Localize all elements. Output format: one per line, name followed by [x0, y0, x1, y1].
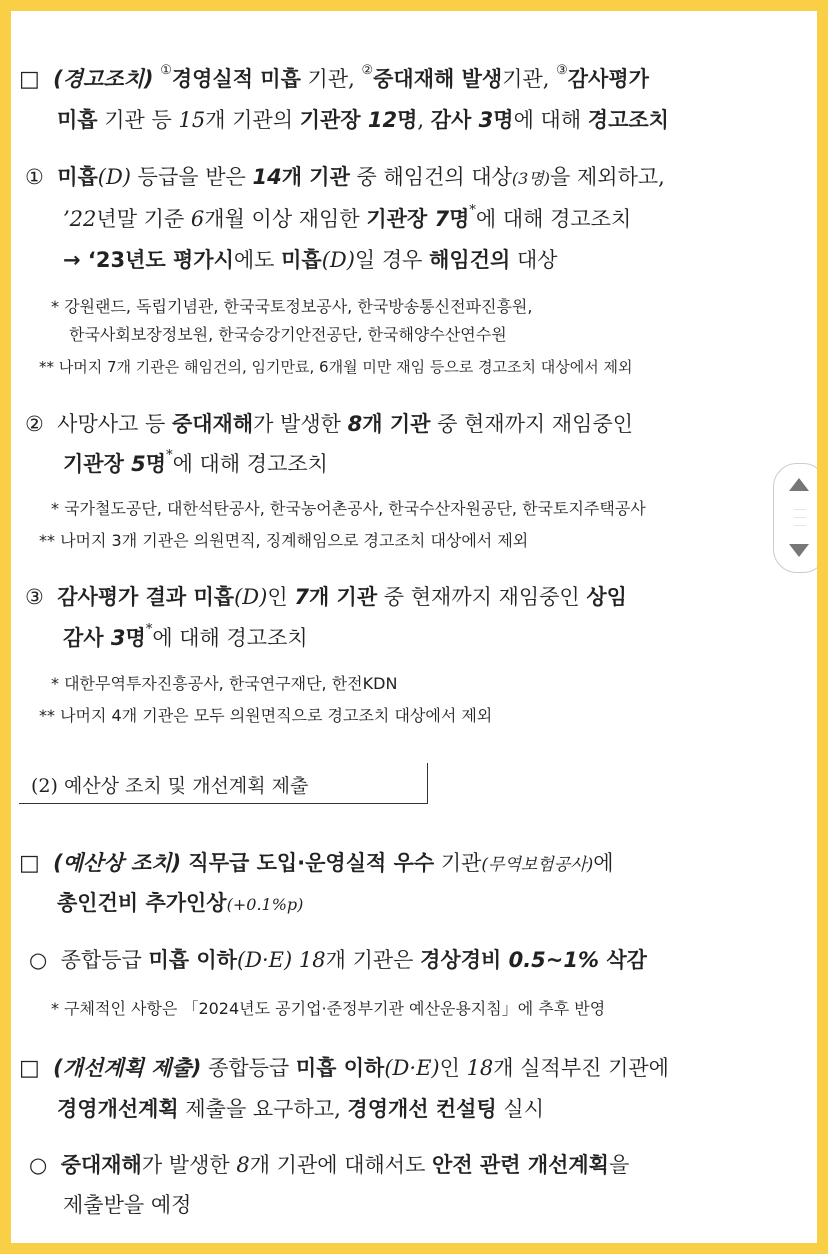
item2-note1: * 국가철도공단, 대한석탄공사, 한국농어촌공사, 한국수산자원공단, 한국토지주택공사	[51, 499, 646, 518]
item3-note1: * 대한무역투자진흥공사, 한국연구재단, 한전KDN	[51, 674, 398, 693]
item1-line3: → ‘23년도 평가시에도 미흡(D)일 경우 해임건의 대상	[63, 248, 558, 272]
section-2-heading: (2) 예산상 조치 및 개선계획 제출	[31, 775, 309, 797]
plan-heading-line1: □ (개선계획 제출) 종합등급 미흡 이하(D·E)인 18개 실적부진 기관에	[19, 1056, 669, 1081]
item1-line1: ① 미흡(D) 등급을 받은 14개 기관 중 해임건의 대상(3명)을 제외하고,	[25, 165, 665, 189]
item3-note2: ** 나머지 4개 기관은 모두 의원면직으로 경고조치 대상에서 제외	[39, 706, 493, 725]
budget-note: * 구체적인 사항은 「2024년도 공기업·준정부기관 예산운용지침」에 추후 반영	[51, 999, 606, 1018]
plan-heading-line2: 경영개선계획 제출을 요구하고, 경영개선 컨설팅 실시	[57, 1097, 544, 1121]
scroll-down-icon[interactable]	[789, 544, 809, 557]
section-2-heading-box	[19, 763, 428, 804]
plan-item1-line1: ○ 중대재해가 발생한 8개 기관에 대해서도 안전 관련 개선계획을	[29, 1153, 630, 1177]
item2-note2: ** 나머지 3개 기관은 의원면직, 징계해임으로 경고조치 대상에서 제외	[39, 531, 529, 550]
budget-heading-line2: 총인건비 추가인상(+0.1%p)	[57, 891, 304, 915]
item1-note1-cont: 한국사회보장정보원, 한국승강기안전공단, 한국해양수산연수원	[69, 325, 507, 344]
item3-line1: ③ 감사평가 결과 미흡(D)인 7개 기관 중 현재까지 재임중인 상임	[25, 585, 627, 609]
plan-item1-line2: 제출받을 예정	[63, 1193, 192, 1217]
item1-line2: ’22년말 기준 6개월 이상 재임한 기관장 7명*에 대해 경고조치	[63, 203, 632, 231]
scroll-up-icon[interactable]	[789, 478, 809, 491]
warning-heading-line1: □ (경고조치) ①경영실적 미흡 기관, ②중대재해 발생기관, ③감사평가	[19, 63, 649, 92]
item1-note2: ** 나머지 7개 기관은 해임건의, 임기만료, 6개월 미만 재임 등으로 경고조치 대상에서 제외	[39, 358, 633, 376]
budget-item1: ○ 종합등급 미흡 이하(D·E) 18개 기관은 경상경비 0.5~1% 삭감	[29, 948, 647, 972]
page-scroll-control[interactable]	[773, 463, 817, 573]
item2-line2: 기관장 5명*에 대해 경고조치	[63, 448, 328, 476]
scroll-track-lines	[794, 502, 806, 536]
warning-heading-line2: 미흡 기관 등 15개 기관의 기관장 12명, 감사 3명에 대해 경고조치	[57, 108, 669, 132]
budget-heading-line1: □ (예산상 조치) 직무급 도입·운영실적 우수 기관(무역보험공사)에	[19, 851, 614, 876]
item2-line1: ② 사망사고 등 중대재해가 발생한 8개 기관 중 현재까지 재임중인	[25, 412, 634, 436]
item3-line2: 감사 3명*에 대해 경고조치	[63, 622, 308, 650]
document-page	[11, 11, 817, 1243]
item1-note1: * 강원랜드, 독립기념관, 한국국토정보공사, 한국방송통신전파진흥원,	[51, 297, 533, 316]
